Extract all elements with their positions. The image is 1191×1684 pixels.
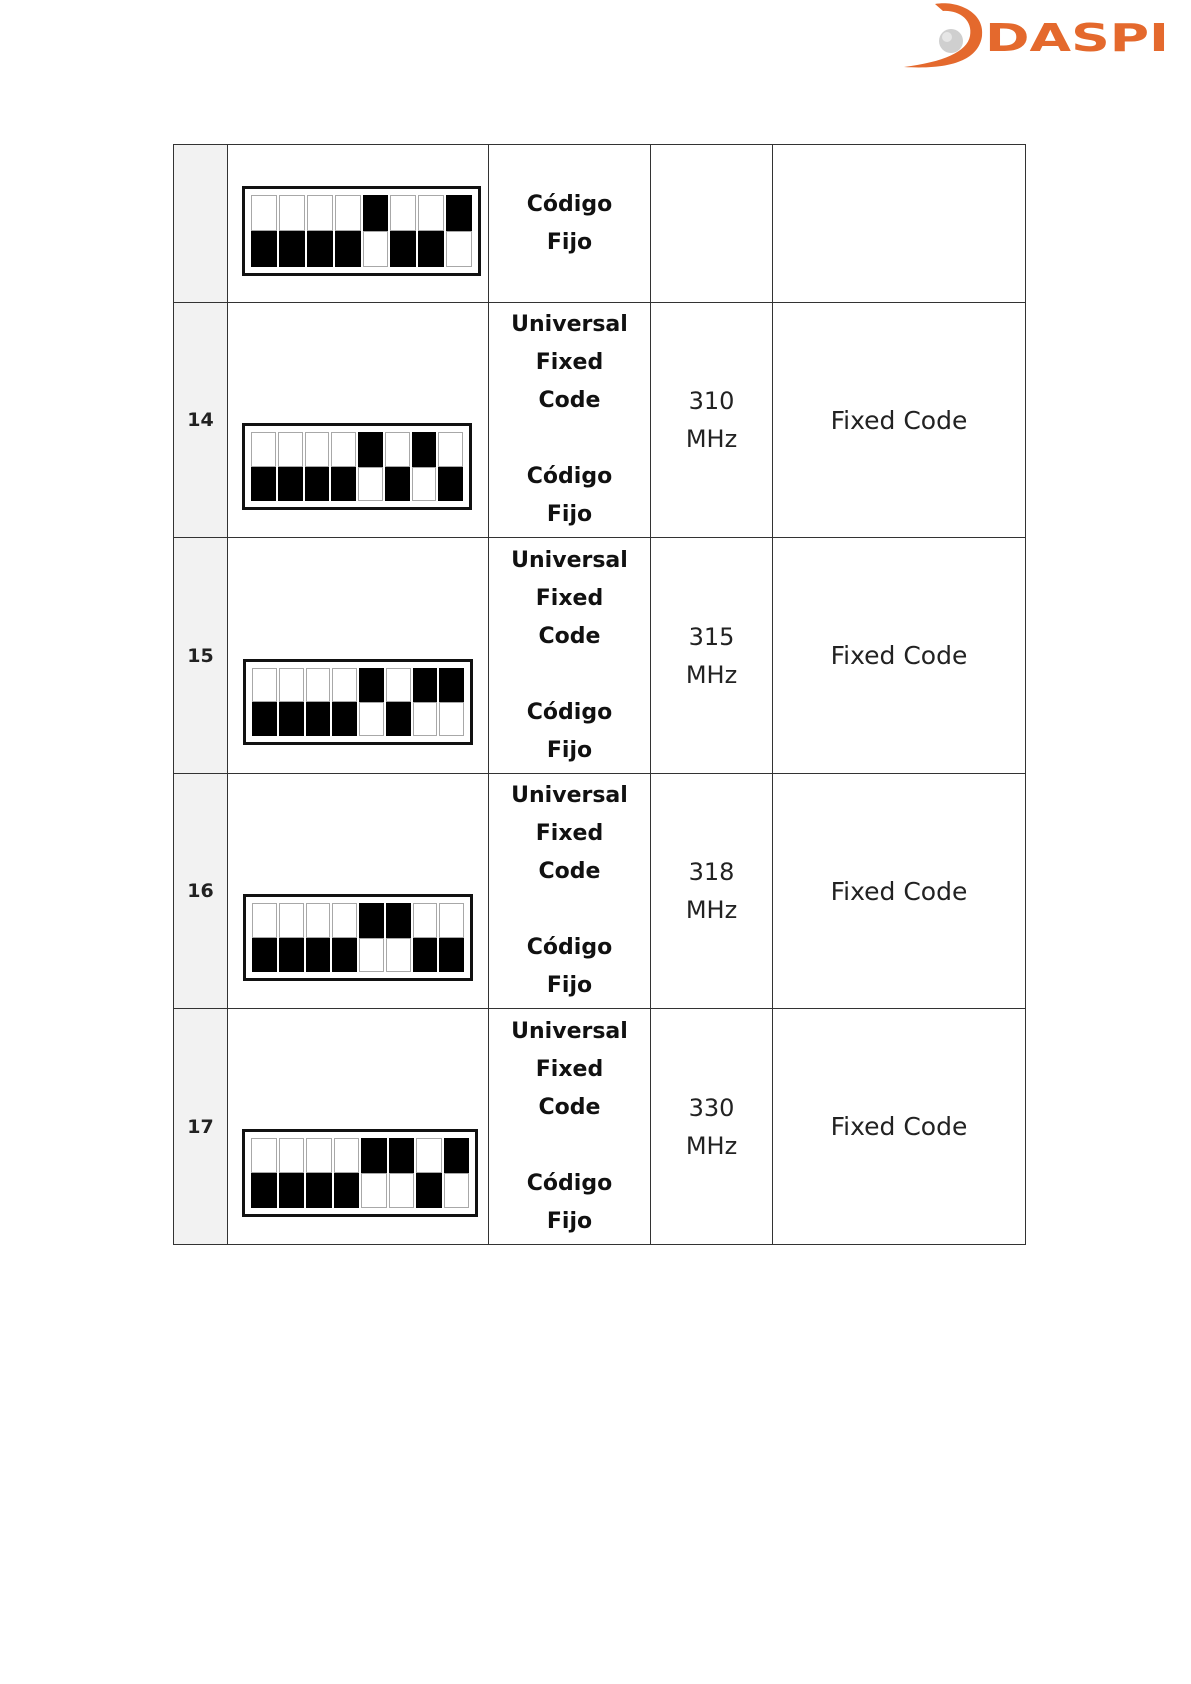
dip-switch-5 bbox=[358, 432, 383, 501]
line-spacer bbox=[489, 891, 650, 929]
dip-switch-8 bbox=[439, 668, 464, 736]
dip-switch-3 bbox=[305, 432, 330, 501]
switch-top-half bbox=[389, 1138, 415, 1173]
dip-switch-diagram bbox=[243, 659, 473, 745]
code-type-cell bbox=[489, 1009, 651, 1245]
switch-bottom-half bbox=[331, 467, 356, 502]
line-spacer bbox=[489, 656, 650, 694]
dip-switch-1 bbox=[252, 903, 277, 972]
switch-top-half bbox=[331, 432, 356, 467]
switch-bottom-half bbox=[278, 467, 303, 502]
switch-top-half bbox=[332, 668, 357, 702]
frequency-cell bbox=[651, 1009, 773, 1245]
code-type-line: Fijo bbox=[546, 229, 593, 255]
switch-top-half bbox=[446, 195, 472, 231]
frequency-cell bbox=[651, 774, 773, 1009]
switch-top-half bbox=[386, 903, 411, 938]
dip-switch-3 bbox=[307, 195, 333, 267]
dip-switch-diagram bbox=[242, 423, 472, 510]
switch-bottom-half bbox=[332, 938, 357, 973]
switch-bottom-half bbox=[386, 702, 411, 736]
switch-top-half bbox=[413, 668, 438, 702]
dip-switch-6 bbox=[386, 903, 411, 972]
table-row bbox=[174, 145, 1026, 303]
line-spacer bbox=[489, 1127, 650, 1165]
switch-bottom-half bbox=[439, 702, 464, 736]
dip-switch-1 bbox=[251, 195, 277, 267]
dip-switch-8 bbox=[446, 195, 472, 267]
dip-switch-cell bbox=[228, 145, 489, 303]
dip-switch-6 bbox=[385, 432, 410, 501]
frequency-unit: MHz bbox=[685, 1131, 738, 1160]
dip-switch-3 bbox=[306, 668, 331, 736]
description-cell: Fixed Code bbox=[773, 1009, 1026, 1245]
code-type-line: Universal bbox=[511, 547, 628, 573]
switch-top-half bbox=[306, 1138, 332, 1173]
dip-switch-7 bbox=[416, 1138, 442, 1208]
code-type-line: Code bbox=[538, 859, 601, 884]
table-row bbox=[174, 538, 1026, 774]
switch-top-half bbox=[361, 1138, 387, 1173]
switch-bottom-half bbox=[418, 231, 444, 267]
dip-switch-6 bbox=[386, 668, 411, 736]
switch-bottom-half bbox=[279, 702, 304, 736]
code-type-line: Fijo bbox=[546, 1208, 593, 1234]
frequency-value: 310 bbox=[688, 387, 735, 415]
switch-top-half bbox=[252, 903, 277, 938]
frequency-cell bbox=[651, 303, 773, 538]
switch-bottom-half bbox=[363, 231, 389, 267]
row-number-cell: 16 bbox=[174, 774, 228, 1009]
switch-top-half bbox=[278, 432, 303, 467]
code-type-line: Fixed bbox=[535, 821, 604, 846]
dip-switch-3 bbox=[306, 1138, 332, 1208]
description-cell: Fixed Code bbox=[773, 538, 1026, 774]
switch-bottom-half bbox=[306, 1173, 332, 1208]
dip-switch-diagram bbox=[243, 894, 473, 981]
switch-bottom-half bbox=[413, 938, 438, 973]
switch-bottom-half bbox=[332, 702, 357, 736]
switch-top-half bbox=[390, 195, 416, 231]
frequency-value: 315 bbox=[688, 622, 735, 651]
code-type-cell bbox=[489, 303, 651, 538]
code-type-line: Fixed bbox=[535, 585, 604, 611]
table-row bbox=[174, 774, 1026, 1009]
code-type-line: Código bbox=[526, 464, 613, 489]
switch-top-half bbox=[334, 1138, 360, 1173]
switch-bottom-half bbox=[446, 231, 472, 267]
dip-switch-1 bbox=[251, 1138, 277, 1208]
switch-bottom-half bbox=[279, 231, 305, 267]
switch-top-half bbox=[358, 432, 383, 467]
dip-switch-4 bbox=[332, 668, 357, 736]
dip-switch-5 bbox=[361, 1138, 387, 1208]
dip-switch-1 bbox=[251, 432, 276, 501]
dip-switch-2 bbox=[279, 1138, 305, 1208]
frequency-value: 318 bbox=[688, 858, 735, 886]
code-type-line: Código bbox=[526, 699, 613, 725]
switch-bottom-half bbox=[251, 1173, 277, 1208]
line-spacer bbox=[489, 420, 650, 458]
dip-switch-5 bbox=[359, 668, 384, 736]
dip-switch-cell bbox=[228, 538, 489, 774]
dip-switch-4 bbox=[334, 1138, 360, 1208]
switch-top-half bbox=[279, 1138, 305, 1173]
switch-bottom-half bbox=[279, 938, 304, 973]
switch-bottom-half bbox=[334, 1173, 360, 1208]
code-type-line: Código bbox=[526, 1170, 613, 1196]
dip-switch-4 bbox=[332, 903, 357, 972]
code-type-line: Fijo bbox=[546, 737, 593, 763]
switch-bottom-half bbox=[305, 467, 330, 502]
switch-top-half bbox=[438, 432, 463, 467]
dip-switch-4 bbox=[331, 432, 356, 501]
code-type-line: Universal bbox=[511, 1018, 628, 1044]
logo-ball-icon bbox=[939, 29, 963, 53]
daspi-logo bbox=[895, 0, 1180, 75]
switch-bottom-half bbox=[251, 231, 277, 267]
switch-bottom-half bbox=[444, 1173, 470, 1208]
row-number-cell: 17 bbox=[174, 1009, 228, 1245]
description-cell: Fixed Code bbox=[773, 303, 1026, 538]
code-type-line: Code bbox=[538, 1094, 601, 1120]
switch-bottom-half bbox=[439, 938, 464, 973]
description-cell: Fixed Code bbox=[773, 774, 1026, 1009]
switch-bottom-half bbox=[389, 1173, 415, 1208]
dip-switch-diagram bbox=[242, 186, 481, 276]
switch-top-half bbox=[359, 668, 384, 702]
dip-switch-5 bbox=[359, 903, 384, 972]
frequency-cell bbox=[651, 145, 773, 303]
frequency-unit: MHz bbox=[685, 896, 738, 924]
dip-switch-7 bbox=[418, 195, 444, 267]
row-number-cell: 14 bbox=[174, 303, 228, 538]
row-number-cell bbox=[174, 145, 228, 303]
switch-bottom-half bbox=[279, 1173, 305, 1208]
dip-switch-8 bbox=[444, 1138, 470, 1208]
switch-top-half bbox=[439, 903, 464, 938]
table-row bbox=[174, 303, 1026, 538]
dip-switch-cell bbox=[228, 774, 489, 1009]
switch-top-half bbox=[418, 195, 444, 231]
dip-switch-2 bbox=[278, 432, 303, 501]
dip-switch-3 bbox=[306, 903, 331, 972]
switch-top-half bbox=[307, 195, 333, 231]
switch-top-half bbox=[252, 668, 277, 702]
switch-bottom-half bbox=[390, 231, 416, 267]
switch-bottom-half bbox=[335, 231, 361, 267]
dip-switch-7 bbox=[413, 903, 438, 972]
switch-bottom-half bbox=[412, 467, 437, 502]
switch-bottom-half bbox=[307, 231, 333, 267]
switch-top-half bbox=[416, 1138, 442, 1173]
dip-switch-7 bbox=[413, 668, 438, 736]
switch-top-half bbox=[359, 903, 384, 938]
dip-switch-5 bbox=[363, 195, 389, 267]
dip-switch-7 bbox=[412, 432, 437, 501]
dip-switch-cell bbox=[228, 303, 489, 538]
code-type-line: Code bbox=[538, 623, 601, 649]
switch-top-half bbox=[413, 903, 438, 938]
dip-switch-cell bbox=[228, 1009, 489, 1245]
code-type-line: Fixed bbox=[535, 350, 604, 375]
switch-top-half bbox=[363, 195, 389, 231]
frequency-unit: MHz bbox=[685, 660, 738, 689]
switch-top-half bbox=[251, 432, 276, 467]
switch-bottom-half bbox=[252, 938, 277, 973]
switch-bottom-half bbox=[416, 1173, 442, 1208]
row-number-cell: 15 bbox=[174, 538, 228, 774]
switch-top-half bbox=[335, 195, 361, 231]
code-type-line: Fixed bbox=[535, 1056, 604, 1082]
switch-bottom-half bbox=[358, 467, 383, 502]
switch-bottom-half bbox=[385, 467, 410, 502]
switch-bottom-half bbox=[306, 938, 331, 973]
switch-top-half bbox=[332, 903, 357, 938]
dip-switch-1 bbox=[252, 668, 277, 736]
code-type-line: Universal bbox=[511, 783, 628, 808]
code-type-line: Código bbox=[526, 191, 613, 217]
switch-top-half bbox=[279, 668, 304, 702]
dip-switch-table bbox=[173, 144, 1026, 1245]
switch-bottom-half bbox=[359, 702, 384, 736]
switch-bottom-half bbox=[438, 467, 463, 502]
switch-top-half bbox=[439, 668, 464, 702]
dip-switch-8 bbox=[438, 432, 463, 501]
dip-switch-8 bbox=[439, 903, 464, 972]
code-type-cell bbox=[489, 774, 651, 1009]
switch-top-half bbox=[279, 195, 305, 231]
switch-bottom-half bbox=[386, 938, 411, 973]
code-type-line: Código bbox=[526, 935, 613, 960]
description-cell bbox=[773, 145, 1026, 303]
switch-top-half bbox=[306, 903, 331, 938]
dip-switch-6 bbox=[390, 195, 416, 267]
switch-top-half bbox=[444, 1138, 470, 1173]
code-type-line: Code bbox=[538, 388, 601, 413]
switch-top-half bbox=[306, 668, 331, 702]
switch-bottom-half bbox=[252, 702, 277, 736]
switch-top-half bbox=[386, 668, 411, 702]
switch-top-half bbox=[251, 195, 277, 231]
dip-switch-4 bbox=[335, 195, 361, 267]
switch-bottom-half bbox=[251, 467, 276, 502]
code-type-line: Universal bbox=[511, 312, 628, 337]
frequency-value: 330 bbox=[688, 1093, 735, 1122]
frequency-unit: MHz bbox=[685, 425, 738, 453]
switch-top-half bbox=[279, 903, 304, 938]
code-type-cell bbox=[489, 538, 651, 774]
switch-bottom-half bbox=[359, 938, 384, 973]
table-row bbox=[174, 1009, 1026, 1245]
switch-top-half bbox=[412, 432, 437, 467]
dip-switch-6 bbox=[389, 1138, 415, 1208]
dip-switch-2 bbox=[279, 195, 305, 267]
dip-switch-2 bbox=[279, 668, 304, 736]
switch-bottom-half bbox=[361, 1173, 387, 1208]
code-type-cell bbox=[489, 145, 651, 303]
logo-ball-highlight bbox=[942, 32, 952, 42]
code-type-line: Fijo bbox=[546, 973, 593, 998]
dip-switch-2 bbox=[279, 903, 304, 972]
frequency-cell bbox=[651, 538, 773, 774]
dip-switch-diagram bbox=[242, 1129, 478, 1217]
switch-top-half bbox=[251, 1138, 277, 1173]
switch-top-half bbox=[305, 432, 330, 467]
switch-top-half bbox=[385, 432, 410, 467]
code-type-line: Fijo bbox=[546, 502, 593, 527]
switch-bottom-half bbox=[413, 702, 438, 736]
logo-text: DASPI bbox=[985, 16, 1169, 60]
switch-bottom-half bbox=[306, 702, 331, 736]
